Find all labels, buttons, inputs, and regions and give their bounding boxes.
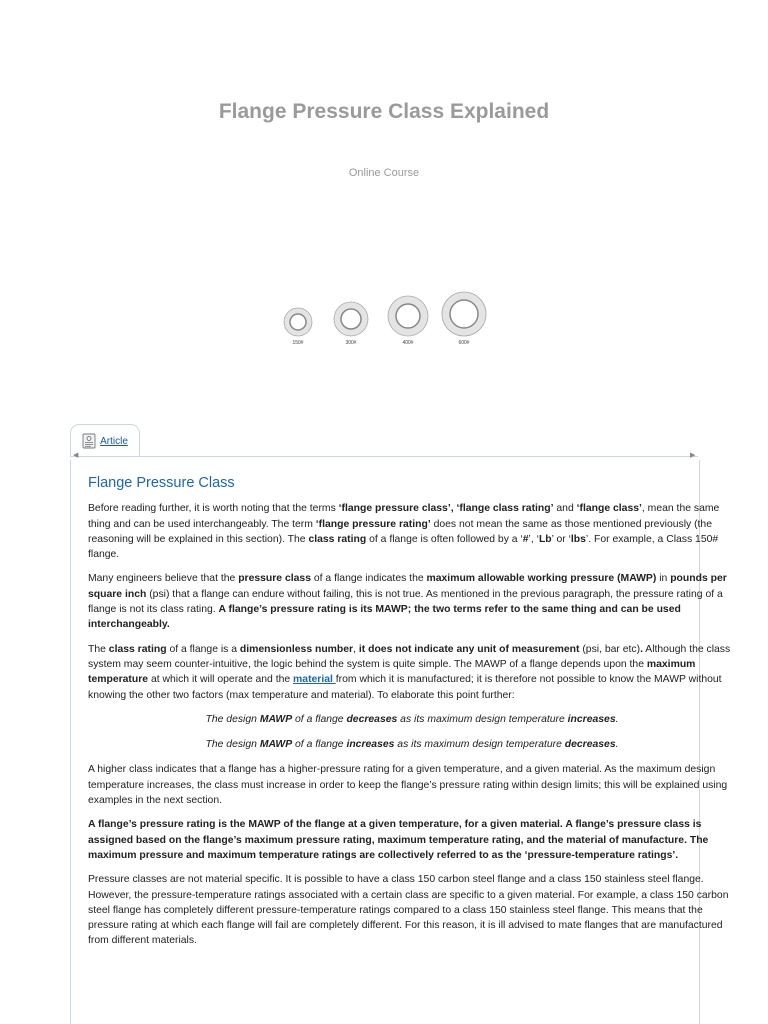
- material-link[interactable]: material: [293, 674, 336, 686]
- body-text: A higher class indicates that a flange has a higher-pressure rating for a given temperature, and a given material. As the maximum design temperature increases, the class must increase in order to keep the flange’s pressure rating within design limits; this will be explained using examples in the next section.: [88, 764, 728, 807]
- bold-text: decreases: [564, 739, 616, 751]
- flange-class-figure: [280, 286, 500, 346]
- bold-text: Lb: [538, 533, 552, 545]
- page-subtitle: Online Course: [348, 167, 420, 179]
- body-text: of a flange: [292, 739, 347, 751]
- body-text: , mean the same thing and can be used interchangeably. The term: [88, 503, 720, 530]
- body-text: .: [615, 739, 619, 751]
- article-paragraph: [88, 872, 736, 948]
- scroll-left-icon[interactable]: ◀: [73, 452, 79, 459]
- body-text: as its maximum design temperature: [394, 739, 565, 751]
- body-text: does not mean the same as those mentioned previously (the reasoning will be explained in this section). The: [88, 518, 712, 545]
- article-heading: Flange Pressure Class: [88, 475, 235, 491]
- body-text: of a flange is often followed by a ‘: [366, 533, 523, 545]
- flange-label: 150#: [292, 340, 304, 346]
- bold-text: maximum allowable working pressure (MAWP): [426, 573, 657, 585]
- bold-text: decreases: [346, 713, 398, 725]
- body-text: Although the class system may seem counter-intuitive, the logic behind the system is quite simple. The MAWP of a flange depends upon the: [88, 643, 731, 670]
- article-paragraph: [88, 501, 736, 562]
- article-paragraph: [88, 571, 736, 632]
- body-text: Before reading further, it is worth noting that the terms: [88, 503, 339, 515]
- body-text: (psi, bar etc): [579, 643, 641, 655]
- body-text: The design: [205, 739, 260, 751]
- bold-text: A flange’s pressure rating is the MAWP of the flange at a given temperature, for a given material. A flange’s pressure class is assigned based on the flange’s maximum pressure rating, maximum temperature rating, and the material of manufacture. The maximum pressure and maximum temperature ratings are collectively referred to as the ‘pressure-temperature ratings’.: [88, 819, 709, 861]
- body-text: of a flange: [292, 713, 347, 725]
- flange-150: [283, 307, 313, 346]
- body-text: of a flange is a: [166, 643, 240, 655]
- body-text: at which it will operate and the: [148, 674, 294, 686]
- body-text: ’ or ‘: [551, 533, 571, 545]
- body-text: and: [553, 503, 577, 515]
- flange-400: [387, 295, 429, 346]
- flange-ring-icon: [387, 295, 429, 337]
- body-text: of a flange indicates the: [310, 573, 427, 585]
- body-text: ’. For example, a Class 150# flange.: [88, 533, 719, 561]
- page-title: Flange Pressure Class Explained: [218, 100, 550, 123]
- article-paragraph: [88, 817, 736, 863]
- body-text: ,: [353, 643, 359, 655]
- body-text: .: [615, 713, 619, 725]
- body-text: as its maximum design temperature: [397, 713, 568, 725]
- bold-text: A flange’s pressure rating is its MAWP; the two terms refer to the same thing and can be used interchangeably.: [88, 604, 681, 631]
- flange-ring-icon: [333, 301, 369, 337]
- flange-300: [333, 301, 369, 346]
- bold-text: increases: [346, 739, 395, 751]
- body-text: The design: [205, 713, 260, 725]
- bold-text: MAWP: [259, 739, 293, 751]
- bold-text: class rating: [308, 533, 367, 545]
- tab-article-label: Article: [100, 435, 128, 447]
- bold-text: ‘flange pressure class’, ‘flange class rating’: [338, 503, 554, 515]
- flange-ring-icon: [283, 307, 313, 337]
- flange-label: 600#: [458, 340, 470, 346]
- bold-text: pressure class: [238, 573, 311, 585]
- body-text: Many engineers believe that the: [88, 573, 239, 585]
- body-text: Pressure classes are not material specific. It is possible to have a class 150 carbon steel flange and a class 150 stainless steel flange. However, the pressure-temperature ratings associated with a certain class are specific to a given material. For example, a class 150 carbon steel flange has completely different pressure-temperature ratings compared to a class 150 stainless steel flange. This means that the pressure rating at which each flange will fail are completely different. For this reason, it is ill advised to mate flanges that are manufactured from different materials.: [88, 874, 729, 947]
- body-text: in: [656, 573, 671, 585]
- bold-text: .: [640, 643, 643, 655]
- bold-text: dimensionless number: [239, 643, 354, 655]
- scroll-right-icon[interactable]: ▶: [690, 452, 696, 459]
- bold-text: lbs: [570, 533, 586, 545]
- article-quote: [88, 712, 736, 727]
- flange-label: 300#: [345, 340, 357, 346]
- bold-text: maximum temperature: [88, 658, 696, 686]
- article-paragraph: [88, 642, 736, 703]
- body-text: (psi) that a flange can endure without failing, this is not true. As mentioned in the previous paragraph, the pressure rating of a flange is not its class rating.: [88, 588, 723, 616]
- article-quote: [88, 737, 736, 752]
- tab-article[interactable]: [70, 424, 140, 457]
- bold-text: increases: [567, 713, 616, 725]
- bold-text: ‘flange class’: [576, 503, 642, 515]
- document-icon: [82, 433, 96, 449]
- body-text: ’, ‘: [528, 533, 539, 545]
- bold-text: #: [522, 533, 529, 545]
- body-text: The: [88, 643, 109, 655]
- bold-text: class rating: [108, 643, 167, 655]
- bold-text: it does not indicate any unit of measurement: [358, 643, 580, 655]
- flange-600: [441, 291, 487, 346]
- bold-text: ‘flange pressure rating’: [315, 518, 431, 530]
- body-text: from which it is manufactured; it is therefore not possible to know the MAWP without knowing the other two factors (max temperature and material). To elaborate this point further:: [88, 674, 722, 701]
- flange-label: 400#: [402, 340, 414, 346]
- bold-text: MAWP: [259, 713, 293, 725]
- flange-ring-icon: [441, 291, 487, 337]
- article-content: [88, 476, 736, 958]
- article-paragraph: [88, 762, 736, 808]
- bold-text: pounds per square inch: [88, 573, 727, 600]
